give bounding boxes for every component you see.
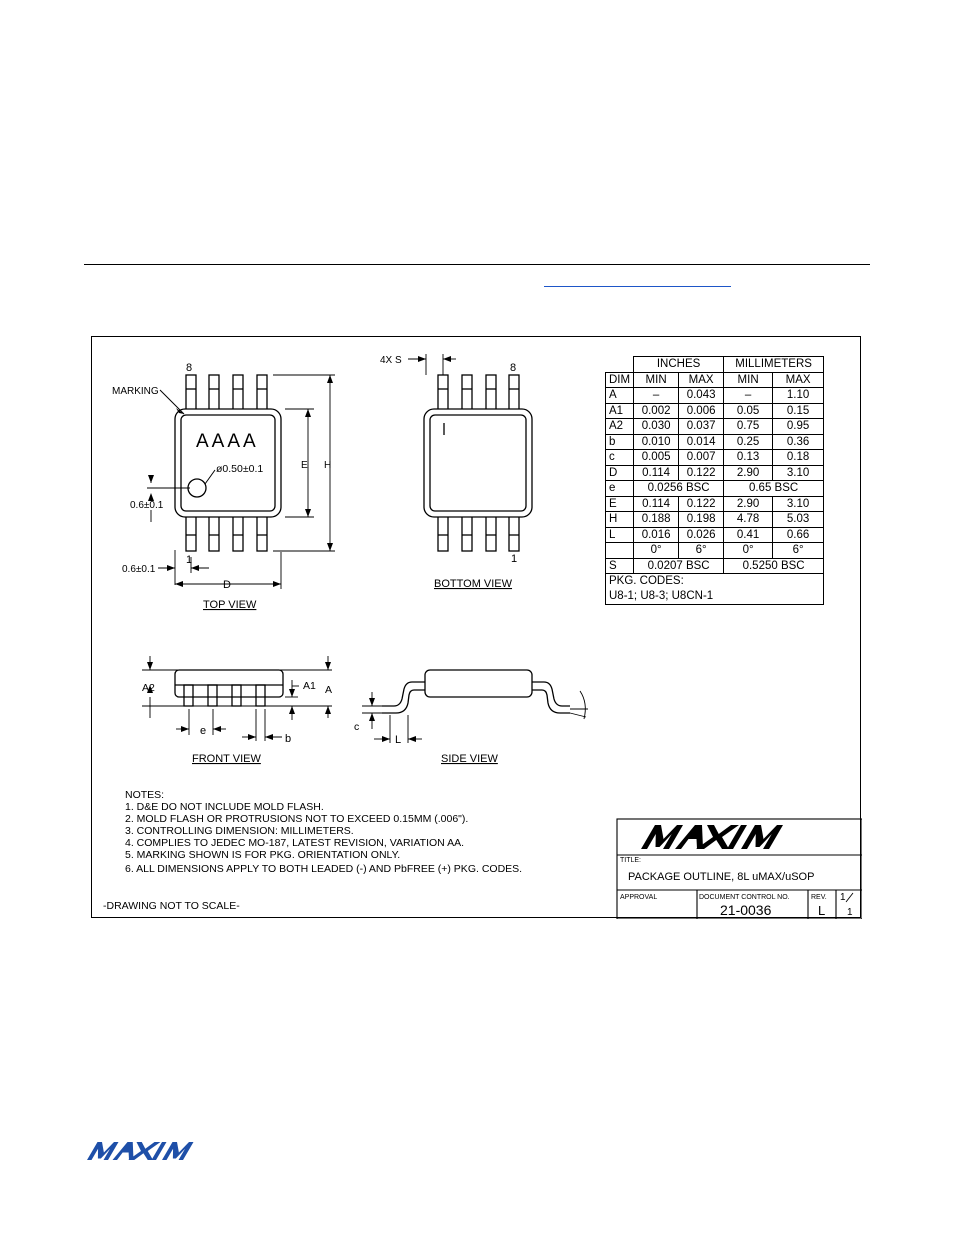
cell: – [724, 388, 773, 404]
approval-label: APPROVAL [620, 894, 658, 901]
cell: 3.10 [773, 496, 824, 512]
table-row [606, 434, 824, 450]
cell: 0.014 [679, 434, 724, 450]
note-4: 4. COMPLIES TO JEDEC MO-187, LATEST REVISION, VARIATION AA. [125, 837, 465, 849]
cell: 0.010 [634, 434, 679, 450]
cell: 0.0256 BSC [634, 481, 724, 497]
cell: 3.10 [773, 465, 824, 481]
header-rule [84, 264, 870, 265]
cell: 0.122 [679, 465, 724, 481]
dim-e-label: e [200, 725, 207, 737]
package-title: PACKAGE OUTLINE, 8L uMAX/uSOP [628, 871, 815, 883]
cell: 0.15 [773, 403, 824, 419]
cell: 0.13 [724, 450, 773, 466]
row-dim: D [606, 465, 634, 481]
cell: 0.05 [724, 403, 773, 419]
cell: 6° [773, 543, 824, 559]
side-view [362, 670, 588, 743]
cell: 0.36 [773, 434, 824, 450]
pkg-codes-row [606, 574, 824, 605]
cell: 0.66 [773, 527, 824, 543]
table-row [606, 496, 824, 512]
bottom-pin1-label: 1 [511, 553, 518, 565]
row-dim: L [606, 527, 634, 543]
dimension-table [605, 356, 824, 605]
dim-0.6-vertical: 0.6±0.1 [130, 500, 164, 511]
pin8-label: 8 [186, 362, 193, 374]
cell: 0.006 [679, 403, 724, 419]
table-row [606, 450, 824, 466]
marking-label: MARKING [112, 386, 159, 397]
cell: 0.41 [724, 527, 773, 543]
dim-b-label: b [285, 733, 292, 745]
bottom-view-label: BOTTOM VIEW [434, 578, 513, 590]
cell: 0.5250 BSC [724, 558, 824, 574]
dim-4xS-label: 4X S [380, 355, 402, 366]
cell: 0.007 [679, 450, 724, 466]
dim-H-label: H [324, 460, 332, 471]
hole-dimension: ø0.50±0.1 [216, 463, 264, 475]
cell: 6° [679, 543, 724, 559]
pkg-codes-value: U8-1; U8-3; U8CN-1 [609, 590, 714, 602]
table-group-header [606, 357, 824, 373]
row-dim [606, 543, 634, 559]
cell: 0.016 [634, 527, 679, 543]
bottom-pin8-label: 8 [510, 362, 517, 374]
dim-A-label: A [325, 684, 333, 696]
cell: 0.95 [773, 419, 824, 435]
col-dim: DIM [606, 372, 634, 388]
cell: 0.005 [634, 450, 679, 466]
cell: 0.75 [724, 419, 773, 435]
dim-c-label: c [354, 721, 360, 733]
dim-0.6-horizontal: 0.6±0.1 [122, 564, 156, 575]
note-6: 6. ALL DIMENSIONS APPLY TO BOTH LEADED (-) AND PbFREE (+) PKG. CODES. [125, 863, 523, 875]
cell: 0.65 BSC [724, 481, 824, 497]
sheet-total: 1 [847, 907, 853, 918]
notes-heading: NOTES: [125, 789, 165, 801]
bottom-view [408, 354, 532, 551]
front-view [142, 656, 332, 741]
top-view-label: TOP VIEW [203, 599, 257, 611]
rev-value: L [818, 903, 826, 918]
row-dim: c [606, 450, 634, 466]
row-dim: e [606, 481, 634, 497]
dim-A2-label: A2 [142, 682, 155, 694]
table-row [606, 558, 824, 574]
marking-text: AAAA [196, 431, 259, 452]
table-column-header [606, 372, 824, 388]
front-view-label: FRONT VIEW [192, 753, 261, 765]
col-min-in: MIN [634, 372, 679, 388]
cell: 0.026 [679, 527, 724, 543]
cell: 5.03 [773, 512, 824, 528]
cell: 0.122 [679, 496, 724, 512]
cell: 1.10 [773, 388, 824, 404]
row-dim: H [606, 512, 634, 528]
cell: 0.043 [679, 388, 724, 404]
row-dim: A2 [606, 419, 634, 435]
cell: 0.002 [634, 403, 679, 419]
note-2: 2. MOLD FLASH OR PROTRUSIONS NOT TO EXCEED 0.15MM (.006"). [125, 813, 469, 825]
group-millimeters: MILLIMETERS [724, 357, 824, 373]
title-block-logo [641, 825, 783, 849]
cell: 4.78 [724, 512, 773, 528]
cell: 0.25 [724, 434, 773, 450]
top-view [147, 375, 335, 589]
cell: 0.114 [634, 465, 679, 481]
cell: 0.188 [634, 512, 679, 528]
table-row [606, 419, 824, 435]
dim-D-label: D [223, 579, 231, 591]
cell: 0.114 [634, 496, 679, 512]
sheet-number: 1 [840, 892, 846, 903]
table-row [606, 465, 824, 481]
cell: 2.90 [724, 465, 773, 481]
dim-A1-label: A1 [303, 680, 316, 692]
table-row [606, 388, 824, 404]
cell: 2.90 [724, 496, 773, 512]
cell: – [634, 388, 679, 404]
row-dim: E [606, 496, 634, 512]
row-dim: A [606, 388, 634, 404]
note-5: 5. MARKING SHOWN IS FOR PKG. ORIENTATION ONLY. [125, 849, 401, 861]
cell: 0.037 [679, 419, 724, 435]
row-dim: A1 [606, 403, 634, 419]
row-dim: S [606, 558, 634, 574]
row-dim: b [606, 434, 634, 450]
table-row [606, 543, 824, 559]
hyperlink-underline[interactable] [544, 286, 731, 287]
col-min-mm: MIN [724, 372, 773, 388]
cell: 0.18 [773, 450, 824, 466]
side-view-label: SIDE VIEW [441, 753, 498, 765]
dim-E-label: E [301, 460, 308, 471]
cell: 0.0207 BSC [634, 558, 724, 574]
cell: 0° [724, 543, 773, 559]
pkg-codes-cell [606, 574, 824, 605]
rev-label: REV. [811, 894, 827, 901]
col-max-mm: MAX [773, 372, 824, 388]
doc-control-label: DOCUMENT CONTROL NO. [699, 894, 790, 901]
table-row [606, 481, 824, 497]
table-row [606, 403, 824, 419]
note-1: 1. D&E DO NOT INCLUDE MOLD FLASH. [125, 801, 324, 813]
cell: 0° [634, 543, 679, 559]
notes-block [103, 789, 522, 912]
title-label: TITLE: [620, 857, 642, 864]
cell: 0.030 [634, 419, 679, 435]
table-row [606, 527, 824, 543]
scale-note: -DRAWING NOT TO SCALE- [103, 900, 240, 912]
dim-L-label: L [395, 734, 402, 746]
group-inches: INCHES [634, 357, 724, 373]
table-row [606, 512, 824, 528]
col-max-in: MAX [679, 372, 724, 388]
note-3: 3. CONTROLLING DIMENSION: MILLIMETERS. [125, 825, 354, 837]
maxim-logo [86, 1142, 196, 1160]
cell: 0.198 [679, 512, 724, 528]
pin1-label: 1 [186, 554, 193, 566]
doc-control-number: 21-0036 [720, 902, 772, 918]
package-outline-drawing [91, 336, 861, 918]
pkg-codes-label: PKG. CODES: [609, 575, 684, 587]
